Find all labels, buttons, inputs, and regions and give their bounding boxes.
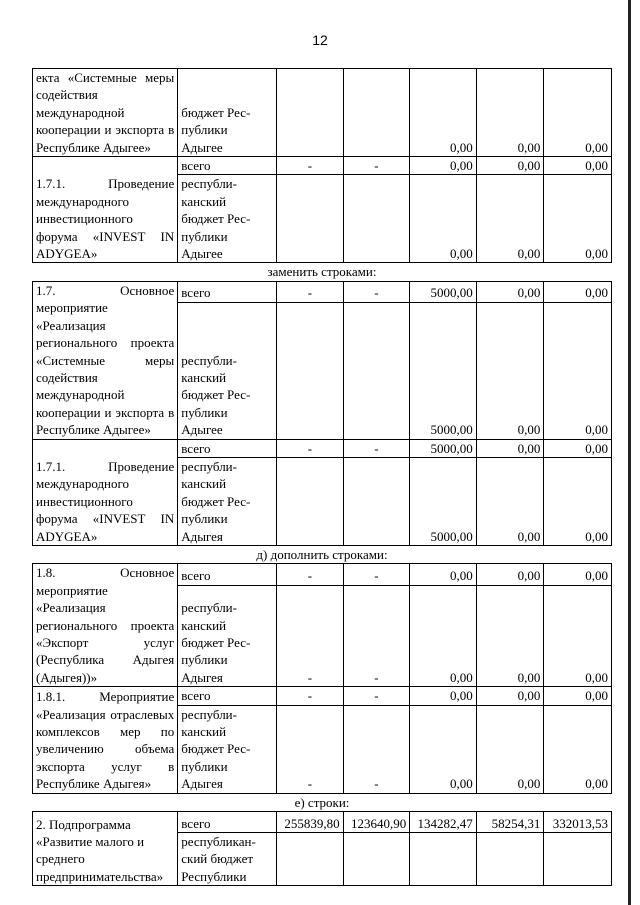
measure-cell: 1.8.1. Мероприятие «Реализация отраслевых комплексов мер по увеличению объема экспорта услуг в Республике Адыгея» xyxy=(33,687,178,793)
value-cell xyxy=(476,833,544,886)
total-label: всего xyxy=(178,812,277,833)
section-heading xyxy=(33,545,612,563)
value-cell: 0,00 xyxy=(410,175,477,263)
total-value: 58254,31 xyxy=(476,812,544,833)
value-cell xyxy=(277,69,344,157)
value-cell: 0,00 xyxy=(544,175,612,263)
value-cell xyxy=(343,175,410,263)
value-cell: 0,00 xyxy=(544,705,612,793)
measure-cell: 1.7. Основное мероприятие «Реализация регионального проекта «Системные меры содействия международной кооперации и экспорта в Республике Адыгее» xyxy=(33,281,178,439)
total-label: всего xyxy=(178,564,277,585)
section-heading xyxy=(33,793,612,811)
total-value: - xyxy=(343,439,410,457)
total-value: - xyxy=(343,281,410,302)
total-value: 0,00 xyxy=(544,564,612,585)
value-cell: 0,00 xyxy=(476,705,544,793)
value-cell: 0,00 xyxy=(544,585,612,687)
total-value: 0,00 xyxy=(544,281,612,302)
measure-cell: 1.8. Основное мероприятие «Реализация регионального проекта «Экспорт услуг (Республика Адыгея (Адыгея))» xyxy=(33,564,178,687)
value-cell xyxy=(343,69,410,157)
total-label: всего xyxy=(178,281,277,302)
total-value: 332013,53 xyxy=(544,812,612,833)
total-label: всего xyxy=(178,687,277,705)
value-cell: - xyxy=(277,705,344,793)
value-cell: 5000,00 xyxy=(410,302,477,439)
table-row xyxy=(33,439,612,457)
value-cell: 5000,00 xyxy=(410,457,477,545)
table-row xyxy=(33,281,612,302)
table-row xyxy=(33,812,612,833)
total-value: 0,00 xyxy=(476,281,544,302)
table-row xyxy=(33,687,612,705)
source-cell: республикан- ский бюджет Республики xyxy=(178,833,277,886)
total-label: всего xyxy=(178,439,277,457)
total-value: - xyxy=(277,157,344,175)
total-value: 0,00 xyxy=(476,564,544,585)
page-number: 12 xyxy=(312,32,328,48)
total-value: 5000,00 xyxy=(410,439,477,457)
value-cell: - xyxy=(277,585,344,687)
measure-cell: 2. Подпрограмма «Развитие малого и среднего предпринимательства» xyxy=(33,812,178,886)
total-value: 0,00 xyxy=(544,687,612,705)
source-cell: республи- канский бюджет Рес- публики Адыгее xyxy=(178,175,277,263)
total-value: - xyxy=(277,687,344,705)
value-cell: 0,00 xyxy=(544,457,612,545)
total-label: всего xyxy=(178,157,277,175)
value-cell xyxy=(277,302,344,439)
section-title: заменить строками: xyxy=(267,264,377,280)
source-cell: республи- канский бюджет Рес- публики Адыгея xyxy=(178,457,277,545)
value-cell xyxy=(410,833,477,886)
value-cell xyxy=(343,833,410,886)
total-value: - xyxy=(343,687,410,705)
source-cell: республи- канский бюджет Рес- публики Адыгее xyxy=(178,302,277,439)
total-value: 134282,47 xyxy=(410,812,477,833)
total-value: - xyxy=(277,281,344,302)
value-cell xyxy=(544,833,612,886)
value-cell: 0,00 xyxy=(476,175,544,263)
total-value: 0,00 xyxy=(476,157,544,175)
measure-cell: 1.7.1. Проведение международного инвестиционного форума «INVEST IN ADYGEA» xyxy=(33,439,178,545)
value-cell: - xyxy=(343,705,410,793)
table-row xyxy=(33,69,612,157)
total-value: 0,00 xyxy=(410,687,477,705)
total-value: 123640,90 xyxy=(343,812,410,833)
value-cell: 0,00 xyxy=(476,585,544,687)
section-title: е) строки: xyxy=(294,794,350,810)
section-heading xyxy=(33,263,612,281)
value-cell: 0,00 xyxy=(544,302,612,439)
value-cell: 0,00 xyxy=(476,457,544,545)
value-cell: 0,00 xyxy=(410,585,477,687)
total-value: 0,00 xyxy=(410,564,477,585)
total-value: - xyxy=(277,439,344,457)
measure-cell: 1.7.1. Проведение международного инвестиционного форума «INVEST IN ADYGEA» xyxy=(33,157,178,263)
total-value: 5000,00 xyxy=(410,281,477,302)
value-cell xyxy=(277,833,344,886)
total-value: 255839,80 xyxy=(277,812,344,833)
value-cell: 0,00 xyxy=(410,705,477,793)
table-row xyxy=(33,564,612,585)
total-value: 0,00 xyxy=(410,157,477,175)
total-value: - xyxy=(343,564,410,585)
source-cell: республи- канский бюджет Рес- публики Адыгея xyxy=(178,705,277,793)
total-value: - xyxy=(277,564,344,585)
value-cell: - xyxy=(343,585,410,687)
value-cell xyxy=(343,457,410,545)
total-value: 0,00 xyxy=(544,157,612,175)
table-row xyxy=(33,157,612,175)
measure-cell: екта «Системные меры содействия международной кооперации и экспорта в Республике Адыгее» xyxy=(33,69,178,157)
total-value: 0,00 xyxy=(476,687,544,705)
value-cell: 0,00 xyxy=(476,302,544,439)
page-edge xyxy=(628,0,631,905)
value-cell: 0,00 xyxy=(544,69,612,157)
value-cell: 0,00 xyxy=(476,69,544,157)
total-value: 0,00 xyxy=(476,439,544,457)
source-cell: республи- канский бюджет Рес- публики Адыгея xyxy=(178,585,277,687)
budget-table xyxy=(32,68,612,886)
value-cell xyxy=(277,175,344,263)
total-value: 0,00 xyxy=(544,439,612,457)
total-value: - xyxy=(343,157,410,175)
value-cell xyxy=(343,302,410,439)
section-title: д) дополнить строками: xyxy=(256,546,388,562)
value-cell: 0,00 xyxy=(410,69,477,157)
source-cell: бюджет Рес- публики Адыгее xyxy=(178,69,277,157)
value-cell xyxy=(277,457,344,545)
